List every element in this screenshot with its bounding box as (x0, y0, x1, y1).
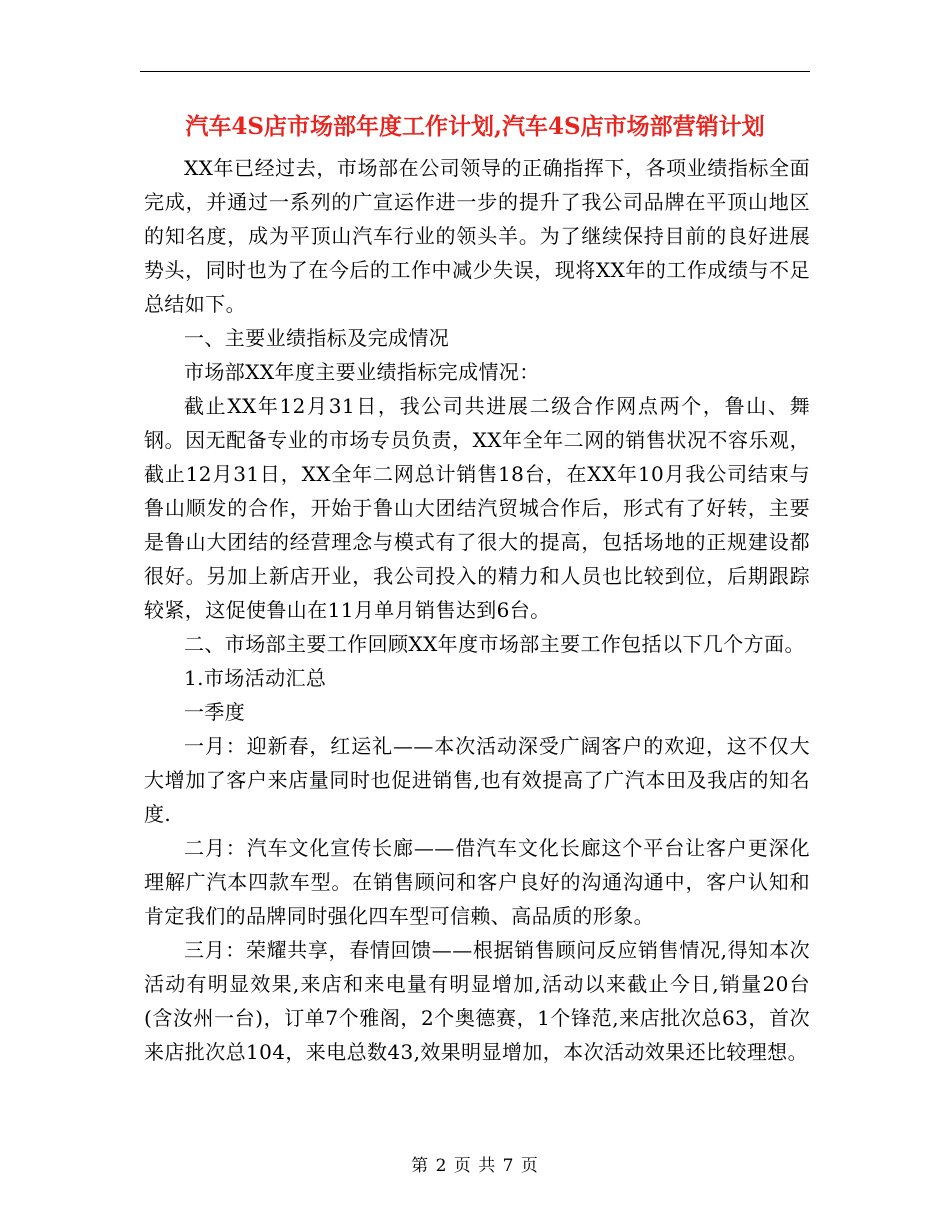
paragraph-intro: XX年已经过去，市场部在公司领导的正确指挥下，各项业绩指标全面完成，并通过一系列的广宣运作进一步的提升了我公司品牌在平顶山地区的知名度，成为平顶山汽车行业的领头羊。为了继续保持目前的良好进展势头，同时也为了在今后的工作中减少失误，现将XX年的工作成绩与不足总结如下。 (144, 156, 810, 316)
section-heading-2: 二、市场部主要工作回顾XX年度市场部主要工作包括以下几个方面。 (184, 632, 805, 656)
paragraph-march: 三月：荣耀共享，春情回馈——根据销售顾问反应销售情况,得知本次活动有明显效果,来店和来电量有明显增加,活动以来截止今日,销量20台(含汝州一台)，订单7个雅阁，2个奥德赛，1个锋范,来店批次总63，首次来店批次总104，来电总数43,效果明显增加，本次活动效果还比较理想。 (144, 938, 810, 1064)
subsection-heading: 1.市场活动汇总 (184, 666, 327, 690)
section-heading-1: 一、主要业绩指标及完成情况 (184, 326, 450, 350)
paragraph-january: 一月：迎新春，红运礼——本次活动深受广阔客户的欢迎，这不仅大大增加了客户来店量同时也促进销售,也有效提高了广汽本田及我店的知名度. (144, 734, 810, 826)
paragraph-february: 二月：汽车文化宣传长廊——借汽车文化长廊这个平台让客户更深化理解广汽本四款车型。在销售顾问和客户良好的沟通沟通中，客户认知和肯定我们的品牌同时强化四车型可信赖、高品质的形象。 (144, 836, 810, 928)
paragraph-subheading: 市场部XX年度主要业绩指标完成情况： (184, 360, 540, 384)
document-body (144, 151, 810, 1069)
paragraph-sales-network: 截止XX年12月31日，我公司共进展二级合作网点两个，鲁山、舞钢。因无配备专业的市场专员负责，XX年全年二网的销售状况不容乐观，截止12月31日，XX全年二网总计销售18台，在XX年10月我公司结束与鲁山顺发的合作，开始于鲁山大团结汽贸城合作后，形式有了好转，主要是鲁山大团结的经营理念与模式有了很大的提高，包括场地的正规建设都很好。另加上新店开业，我公司投入的精力和人员也比较到位，后期跟踪较紧，这促使鲁山在11月单月销售达到6台。 (144, 394, 810, 622)
quarter-heading: 一季度 (184, 700, 246, 724)
document-title: 汽车4S店市场部年度工作计划,汽车4S店市场部营销计划 (185, 113, 765, 140)
page-footer: 第 2 页 共 7 页 (411, 1156, 539, 1176)
header-rule (140, 71, 810, 72)
